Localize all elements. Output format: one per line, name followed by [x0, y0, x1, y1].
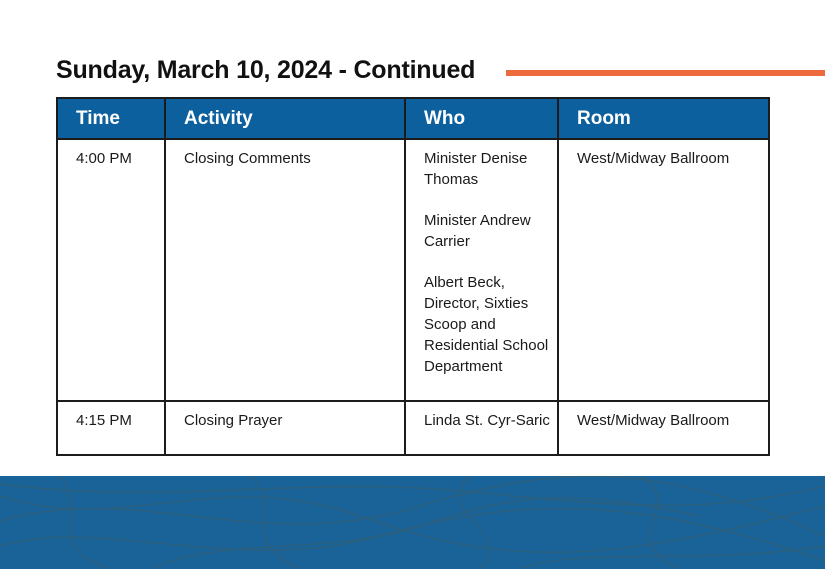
- who-entry: Linda St. Cyr-Saric: [424, 412, 550, 429]
- who-cell: [405, 401, 558, 455]
- footer-decorative-band: [0, 476, 825, 569]
- time-cell: 4:00 PM: [57, 139, 165, 401]
- accent-divider: [506, 70, 825, 76]
- who-entry: Minister Denise Thomas: [424, 150, 528, 188]
- column-header-who: Who: [405, 98, 558, 139]
- wave-pattern: [0, 476, 825, 569]
- who-cell: [405, 139, 558, 401]
- activity-cell: Closing Comments: [165, 139, 405, 401]
- page-heading: Sunday, March 10, 2024 - Continued: [56, 56, 476, 84]
- who-entry: Minister Andrew Carrier: [424, 212, 531, 250]
- column-header-time: Time: [57, 98, 165, 139]
- activity-cell: Closing Prayer: [165, 401, 405, 455]
- table-row: [57, 401, 769, 455]
- room-cell: West/Midway Ballroom: [558, 139, 769, 401]
- column-header-activity: Activity: [165, 98, 405, 139]
- room-cell: West/Midway Ballroom: [558, 401, 769, 455]
- schedule-table: [56, 97, 770, 456]
- time-cell: 4:15 PM: [57, 401, 165, 455]
- who-entry: Albert Beck, Director, Sixties Scoop and Residential School Department: [424, 274, 549, 375]
- table-header-row: [57, 98, 769, 139]
- table-row: [57, 139, 769, 401]
- column-header-room: Room: [558, 98, 769, 139]
